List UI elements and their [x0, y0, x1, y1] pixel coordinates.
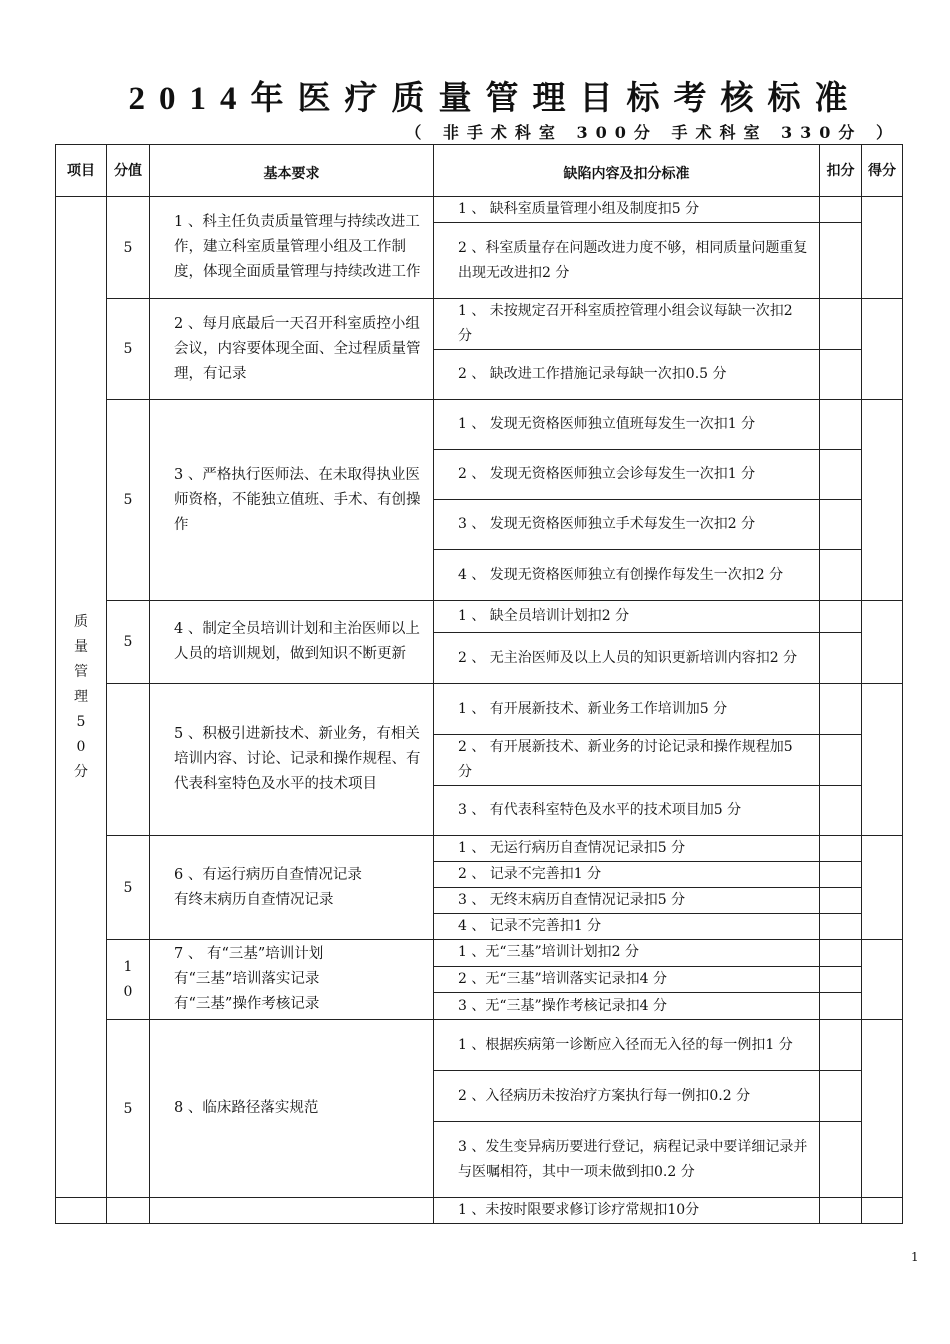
get-cell[interactable] — [862, 299, 903, 400]
requirement-cell — [150, 1198, 434, 1224]
category-cell — [56, 197, 107, 1198]
deduct-cell[interactable] — [820, 1071, 862, 1122]
deduct-cell[interactable] — [820, 1198, 862, 1224]
criteria-cell: 3 、发生变异病历要进行登记，病程记录中要详细记录并与医嘱相符，其中一项未做到扣0.2 分 — [434, 1122, 820, 1198]
assessment-table — [55, 144, 903, 1224]
table-row — [56, 1020, 903, 1071]
criteria-cell: 2 、 发现无资格医师独立会诊每发生一次扣1 分 — [434, 450, 820, 500]
deduct-cell[interactable] — [820, 299, 862, 350]
deduct-cell[interactable] — [820, 684, 862, 735]
deduct-cell[interactable] — [820, 633, 862, 684]
score-cell: 5 — [107, 601, 150, 684]
get-cell[interactable] — [862, 197, 903, 299]
table-row — [56, 400, 903, 450]
criteria-cell: 3 、 无终末病历自查情况记录扣5 分 — [434, 888, 820, 914]
score-cell: 5 — [107, 836, 150, 940]
table-row — [56, 299, 903, 350]
criteria-cell: 1 、无“三基”培训计划扣2 分 — [434, 940, 820, 967]
deduct-cell[interactable] — [820, 550, 862, 601]
table-row — [56, 197, 903, 223]
get-cell[interactable] — [862, 601, 903, 684]
score-cell: 5 — [107, 197, 150, 299]
page-number: 1 — [911, 1250, 919, 1264]
criteria-cell: 1 、 未按规定召开科室质控管理小组会议每缺一次扣2 分 — [434, 299, 820, 350]
deduct-cell[interactable] — [820, 940, 862, 967]
deduct-cell[interactable] — [820, 914, 862, 940]
deduct-cell[interactable] — [820, 836, 862, 862]
get-cell[interactable] — [862, 684, 903, 836]
deduct-cell[interactable] — [820, 500, 862, 550]
get-cell[interactable] — [862, 836, 903, 940]
get-cell[interactable] — [862, 400, 903, 601]
get-cell[interactable] — [862, 940, 903, 1020]
requirement-cell: 5 、积极引进新技术、新业务，有相关培训内容、讨论、记录和操作规程、有代表科室特色及水平的技术项目 — [150, 684, 434, 836]
deduct-cell[interactable] — [820, 601, 862, 633]
get-cell[interactable] — [862, 1020, 903, 1198]
header-deduct: 扣分 — [820, 145, 862, 197]
requirement-cell: 1 、科主任负责质量管理与持续改进工作，建立科室质量管理小组及工作制度，体现全面质量管理与持续改进工作 — [150, 197, 434, 299]
score-cell: 10 — [107, 940, 150, 1020]
criteria-cell: 1 、 有开展新技术、新业务工作培训加5 分 — [434, 684, 820, 735]
criteria-cell: 2 、入径病历未按治疗方案执行每一例扣0.2 分 — [434, 1071, 820, 1122]
criteria-cell: 3 、 发现无资格医师独立手术每发生一次扣2 分 — [434, 500, 820, 550]
deduct-cell[interactable] — [820, 400, 862, 450]
criteria-cell: 3 、无“三基”操作考核记录扣4 分 — [434, 993, 820, 1020]
deduct-cell[interactable] — [820, 1122, 862, 1198]
header-row — [56, 145, 903, 197]
header-criteria: 缺陷内容及扣分标准 — [434, 145, 820, 197]
requirement-cell: 3 、严格执行医师法、在未取得执业医师资格，不能独立值班、手术、有创操作 — [150, 400, 434, 601]
deduct-cell[interactable] — [820, 735, 862, 786]
criteria-cell: 1 、 发现无资格医师独立值班每发生一次扣1 分 — [434, 400, 820, 450]
criteria-cell: 2 、 记录不完善扣1 分 — [434, 862, 820, 888]
table-row — [56, 601, 903, 633]
criteria-cell: 4 、 发现无资格医师独立有创操作每发生一次扣2 分 — [434, 550, 820, 601]
deduct-cell[interactable] — [820, 966, 862, 993]
criteria-cell: 1 、 缺全员培训计划扣2 分 — [434, 601, 820, 633]
deduct-cell[interactable] — [820, 450, 862, 500]
deduct-cell[interactable] — [820, 197, 862, 223]
criteria-cell: 1 、根据疾病第一诊断应入径而无入径的每一例扣1 分 — [434, 1020, 820, 1071]
header-item: 项目 — [56, 145, 107, 197]
criteria-cell: 2 、 有开展新技术、新业务的讨论记录和操作规程加5 分 — [434, 735, 820, 786]
criteria-cell: 4 、 记录不完善扣1 分 — [434, 914, 820, 940]
deduct-cell[interactable] — [820, 993, 862, 1020]
deduct-cell[interactable] — [820, 223, 862, 299]
page-subtitle: （ 非手术科室 300分 手术科室 330分 ） — [405, 123, 900, 142]
criteria-cell: 2 、 缺改进工作措施记录每缺一次扣0.5 分 — [434, 350, 820, 400]
deduct-cell[interactable] — [820, 1020, 862, 1071]
requirement-cell: 7 、 有“三基”培训计划 有“三基”培训落实记录 有“三基”操作考核记录 — [150, 940, 434, 1020]
page-title: 2014年医疗质量管理目标考核标准 — [128, 81, 862, 117]
criteria-cell: 2 、 无主治医师及以上人员的知识更新培训内容扣2 分 — [434, 633, 820, 684]
score-cell: 5 — [107, 1020, 150, 1198]
criteria-cell: 1 、 缺科室质量管理小组及制度扣5 分 — [434, 197, 820, 223]
score-cell — [107, 684, 150, 836]
deduct-cell[interactable] — [820, 862, 862, 888]
get-cell[interactable] — [862, 1198, 903, 1224]
header-score: 分值 — [107, 145, 150, 197]
table-row — [56, 940, 903, 967]
table-row — [56, 836, 903, 862]
deduct-cell[interactable] — [820, 888, 862, 914]
criteria-cell: 2 、无“三基”培训落实记录扣4 分 — [434, 966, 820, 993]
category-cell — [56, 1198, 107, 1224]
criteria-cell: 1 、未按时限要求修订诊疗常规扣10分 — [434, 1198, 820, 1224]
deduct-cell[interactable] — [820, 786, 862, 836]
category-label: 质量管理50分 — [74, 613, 88, 780]
requirement-cell: 6 、有运行病历自查情况记录 有终末病历自查情况记录 — [150, 836, 434, 940]
table-row — [56, 1198, 903, 1224]
requirement-cell: 2 、每月底最后一天召开科室质控小组会议，内容要体现全面、全过程质量管理，有记录 — [150, 299, 434, 400]
criteria-cell: 1 、 无运行病历自查情况记录扣5 分 — [434, 836, 820, 862]
score-cell — [107, 1198, 150, 1224]
score-cell: 5 — [107, 400, 150, 601]
criteria-cell: 2 、科室质量存在问题改进力度不够，相同质量问题重复出现无改进扣2 分 — [434, 223, 820, 299]
criteria-cell: 3 、 有代表科室特色及水平的技术项目加5 分 — [434, 786, 820, 836]
table-row — [56, 684, 903, 735]
requirement-cell: 4 、制定全员培训计划和主治医师以上人员的培训规划，做到知识不断更新 — [150, 601, 434, 684]
header-requirement: 基本要求 — [150, 145, 434, 197]
table-body — [56, 197, 903, 1224]
header-get: 得分 — [862, 145, 903, 197]
deduct-cell[interactable] — [820, 350, 862, 400]
requirement-cell: 8 、临床路径落实规范 — [150, 1020, 434, 1198]
score-cell: 5 — [107, 299, 150, 400]
